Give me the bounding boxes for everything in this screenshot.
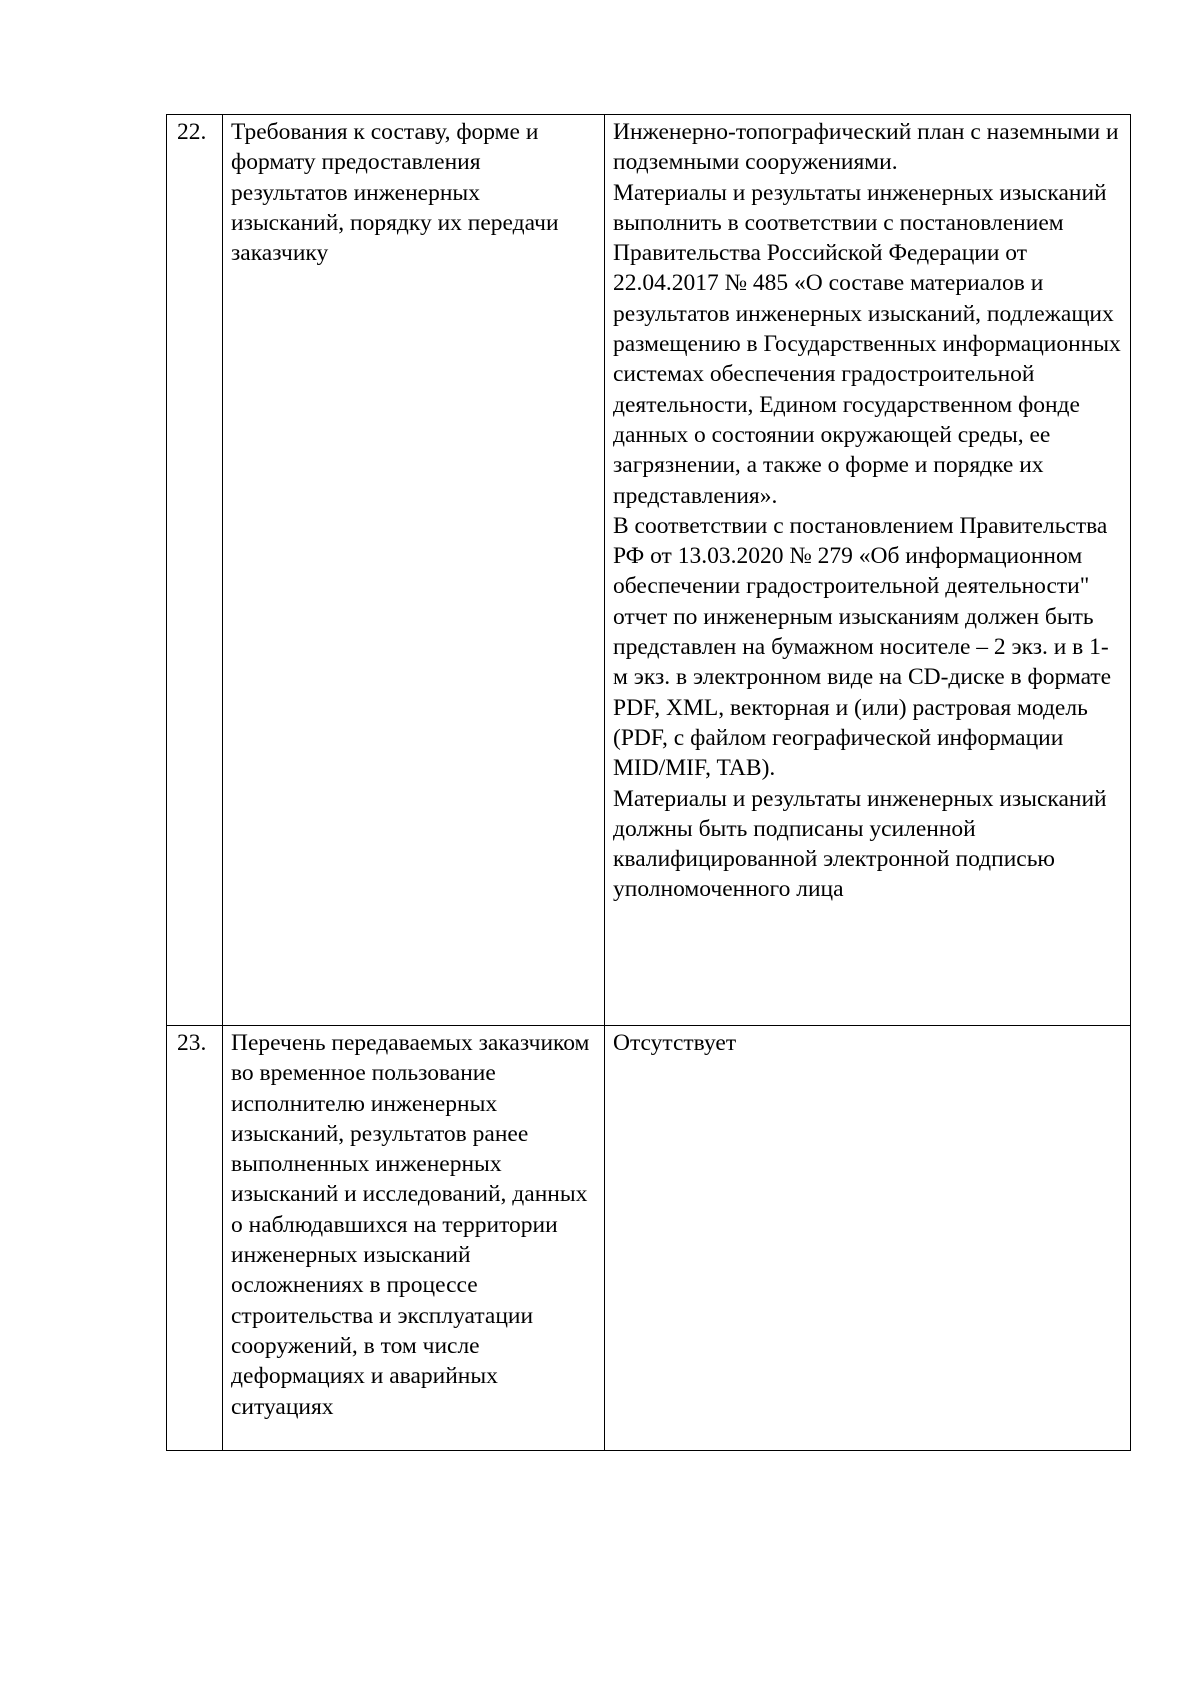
row-number: 23. bbox=[167, 1026, 223, 1451]
value-paragraph: Материалы и результаты инженерных изысканий должны быть подписаны усиленной квалифицированной электронной подписью уполномоченного лица bbox=[613, 785, 1107, 903]
requirement-text: Перечень передаваемых заказчиком во временное пользование исполнителю инженерных изысканий, результатов ранее выполненных инженерных изысканий и исследований, данных о наблюдавшихся на территории инженерных изысканий осложнениях в процессе строительства и эксплуатации сооружений, в том числе деформациях и аварийных ситуациях bbox=[223, 1026, 605, 1451]
value-cell bbox=[605, 115, 1131, 1026]
table-row bbox=[167, 115, 1131, 1026]
value-cell bbox=[605, 1026, 1131, 1451]
table-row bbox=[167, 1026, 1131, 1451]
value-paragraph: Отсутствует bbox=[613, 1030, 737, 1056]
requirement-text: Требования к составу, форме и формату предоставления результатов инженерных изысканий, порядку их передачи заказчику bbox=[223, 115, 605, 1026]
value-paragraph: Инженерно-топографический план с наземными и подземными сооружениями. bbox=[613, 119, 1119, 176]
value-paragraph: В соответствии с постановлением Правительства РФ от 13.03.2020 № 279 «Об информационном обеспечении градостроительной деятельности" отчет по инженерным изысканиям должен быть представлен на бумажном носителе – 2 экз. и в 1-м экз. в электронном виде на CD-диске в формате PDF, XML, векторная и (или) растровая модель (PDF, с файлом географической информации MID/MIF, TAB). bbox=[613, 512, 1112, 782]
row-number: 22. bbox=[167, 115, 223, 1026]
requirements-table bbox=[166, 114, 1131, 1451]
value-paragraph: Материалы и результаты инженерных изысканий выполнить в соответствии с постановлением Правительства Российской Федерации от 22.04.2017 № 485 «О составе материалов и результатов инженерных изысканий, подлежащих размещению в Государственных информационных системах обеспечения градостроительной деятельности, Едином государственном фонде данных о состоянии окружающей среды, ее загрязнении, а также о форме и порядке их представления». bbox=[613, 179, 1121, 509]
